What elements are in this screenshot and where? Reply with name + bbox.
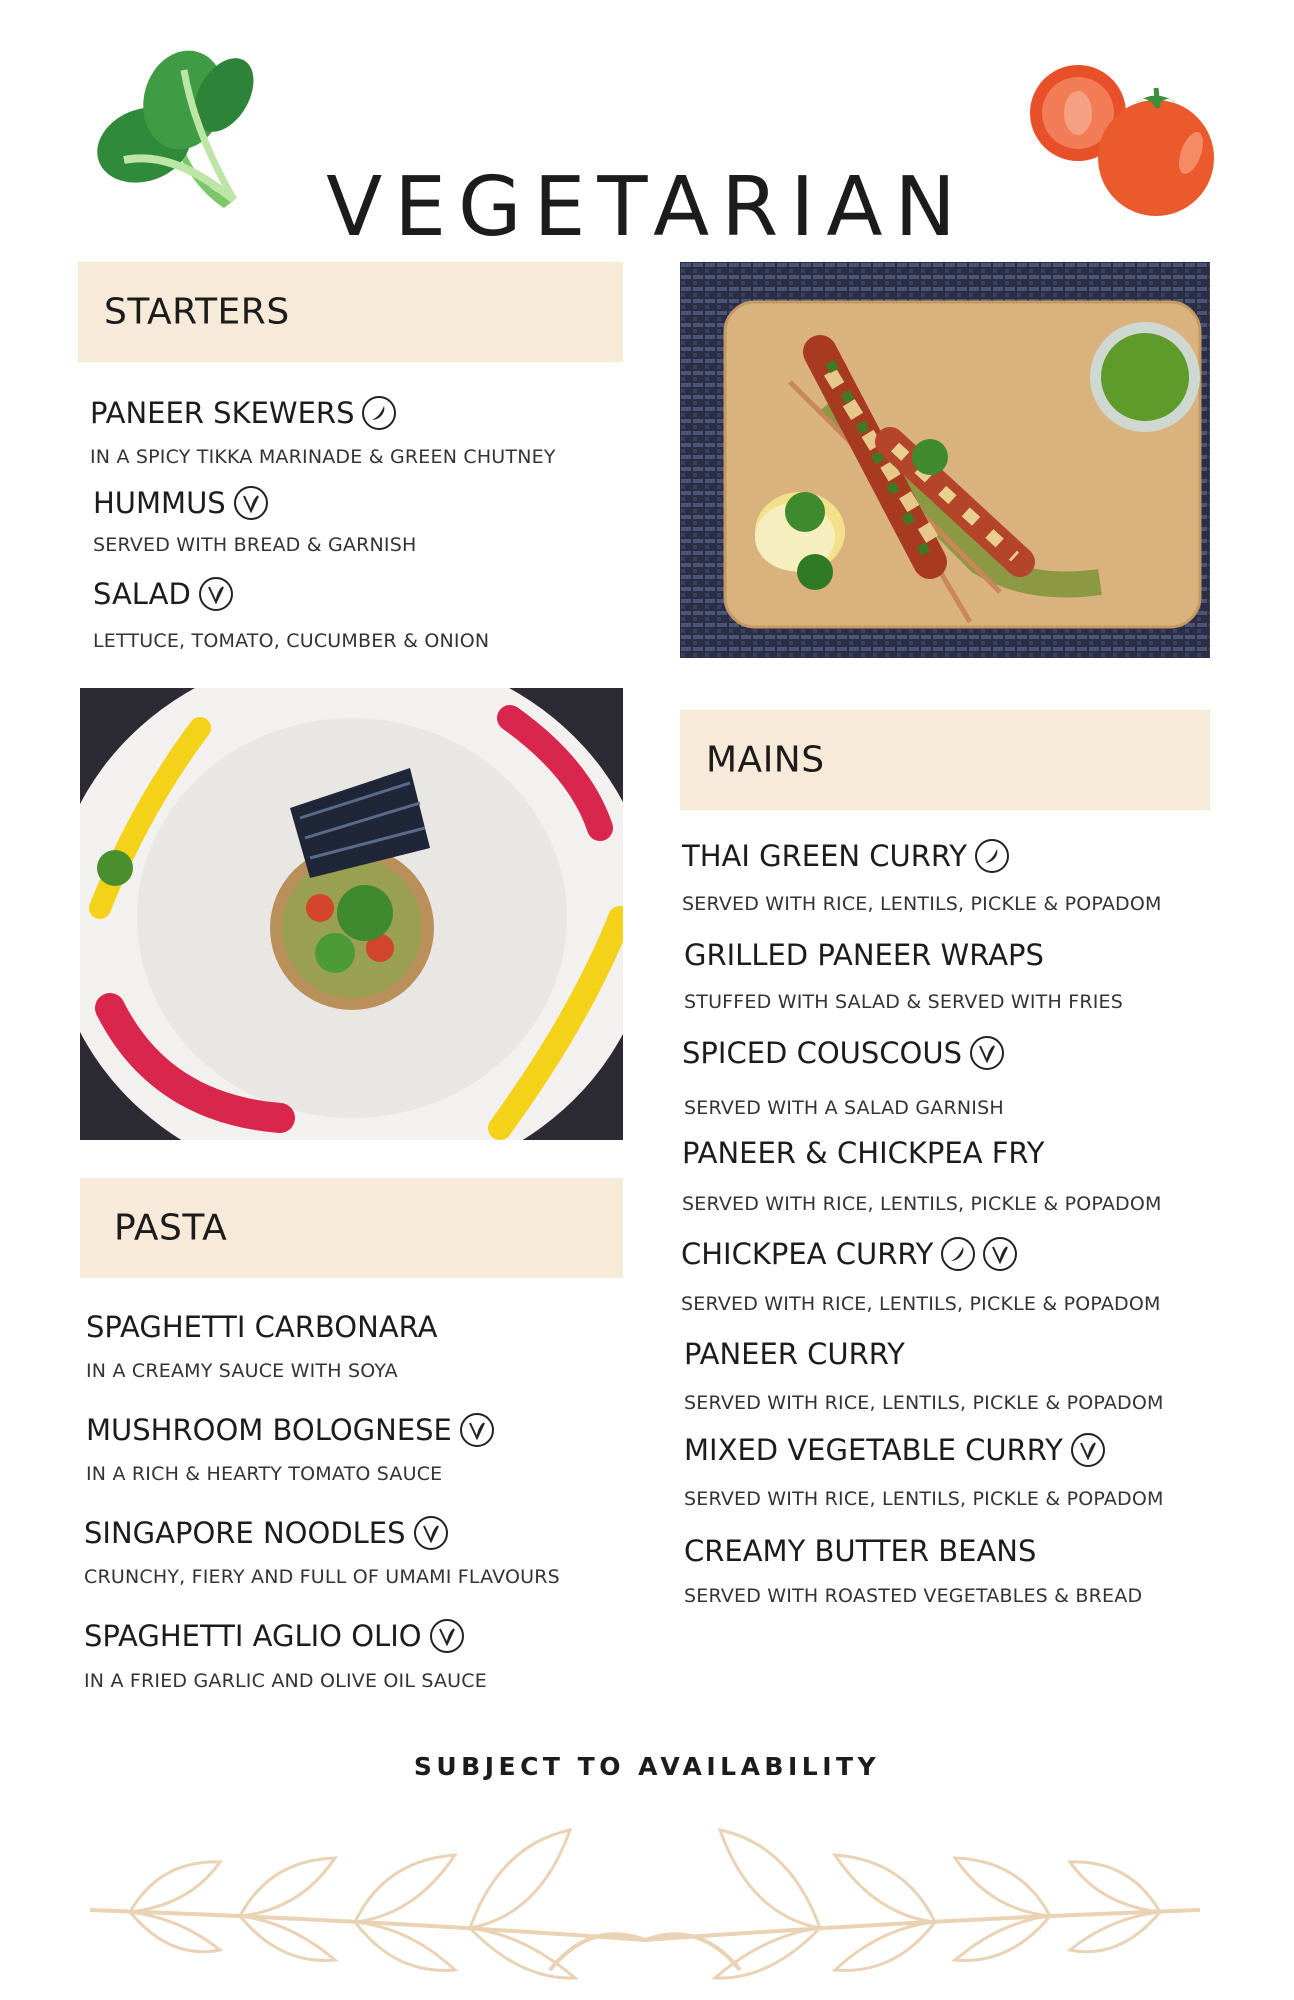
menu-item-desc: SERVED WITH ROASTED VEGETABLES & BREAD (684, 1585, 1143, 1607)
menu-item-hummus: HUMMUS (93, 486, 268, 520)
vegan-icon (199, 577, 233, 611)
menu-item-chickpea-curry: CHICKPEA CURRY (681, 1237, 1017, 1271)
pasta-heading: PASTA (114, 1207, 228, 1249)
starters-heading-box (78, 262, 623, 362)
vegan-icon (430, 1619, 464, 1653)
menu-item-desc: SERVED WITH RICE, LENTILS, PICKLE & POPADOM (684, 1488, 1164, 1510)
availability-note: SUBJECT TO AVAILABILITY (413, 1752, 881, 1781)
vegan-icon (234, 486, 268, 520)
tomatoes-icon (1026, 58, 1222, 218)
chili-icon (362, 396, 396, 430)
vegan-icon (983, 1237, 1017, 1271)
menu-item-desc: SERVED WITH RICE, LENTILS, PICKLE & POPADOM (681, 1293, 1161, 1315)
menu-item-desc: IN A SPICY TIKKA MARINADE & GREEN CHUTNEY (90, 446, 556, 468)
menu-item-spiced-couscous: SPICED COUSCOUS (682, 1036, 1004, 1070)
menu-item-desc: IN A CREAMY SAUCE WITH SOYA (86, 1360, 398, 1382)
menu-item-desc: IN A RICH & HEARTY TOMATO SAUCE (86, 1463, 443, 1485)
chili-icon (975, 839, 1009, 873)
menu-item-paneer-chickpea-fry: PANEER & CHICKPEA FRY (682, 1136, 1045, 1170)
mains-heading: MAINS (706, 739, 825, 781)
menu-item-desc: SERVED WITH BREAD & GARNISH (93, 534, 417, 556)
menu-item-creamy-butter-beans: CREAMY BUTTER BEANS (684, 1534, 1037, 1568)
vegan-icon (460, 1413, 494, 1447)
vegan-icon (414, 1516, 448, 1550)
pasta-heading-box (80, 1178, 623, 1278)
menu-item-desc: STUFFED WITH SALAD & SERVED WITH FRIES (684, 991, 1124, 1013)
page-title: VEGETARIAN (326, 159, 968, 255)
menu-item-mixed-vegetable-curry: MIXED VEGETABLE CURRY (684, 1433, 1105, 1467)
menu-item-mushroom-bolognese: MUSHROOM BOLOGNESE (86, 1413, 494, 1447)
menu-item-desc: LETTUCE, TOMATO, CUCUMBER & ONION (93, 630, 490, 652)
starters-heading: STARTERS (104, 291, 290, 333)
menu-item-spaghetti-carbonara: SPAGHETTI CARBONARA (86, 1310, 438, 1344)
menu-item-spaghetti-aglio-olio: SPAGHETTI AGLIO OLIO (84, 1619, 464, 1653)
salad-plate-photo (80, 688, 623, 1140)
menu-item-paneer-skewers: PANEER SKEWERS (90, 396, 396, 430)
menu-item-desc: SERVED WITH RICE, LENTILS, PICKLE & POPADOM (682, 1193, 1162, 1215)
menu-item-desc: SERVED WITH A SALAD GARNISH (684, 1097, 1004, 1119)
vegan-icon (1071, 1433, 1105, 1467)
menu-item-desc: IN A FRIED GARLIC AND OLIVE OIL SAUCE (84, 1670, 487, 1692)
menu-item-grilled-paneer-wraps: GRILLED PANEER WRAPS (684, 938, 1044, 972)
menu-item-salad: SALAD (93, 577, 233, 611)
menu-item-desc: CRUNCHY, FIERY AND FULL OF UMAMI FLAVOURS (84, 1566, 560, 1588)
paneer-skewers-photo (680, 262, 1210, 658)
menu-item-paneer-curry: PANEER CURRY (684, 1337, 905, 1371)
leaf-branch-decoration-icon (70, 1800, 1220, 1990)
menu-item-thai-green-curry: THAI GREEN CURRY (682, 839, 1009, 873)
menu-item-desc: SERVED WITH RICE, LENTILS, PICKLE & POPADOM (682, 893, 1162, 915)
vegan-icon (970, 1036, 1004, 1070)
menu-item-desc: SERVED WITH RICE, LENTILS, PICKLE & POPADOM (684, 1392, 1164, 1414)
mains-heading-box (680, 710, 1210, 810)
chili-icon (941, 1237, 975, 1271)
menu-item-singapore-noodles: SINGAPORE NOODLES (84, 1516, 448, 1550)
